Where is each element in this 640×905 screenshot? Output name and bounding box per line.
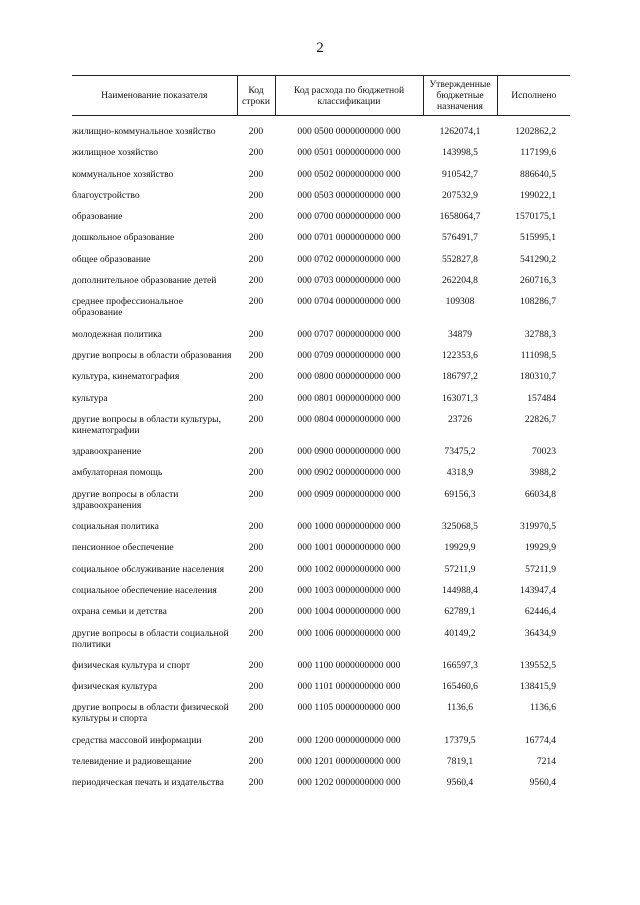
row-approved-amount: 325068,5 [442,521,478,533]
row-approved-amount: 17379,5 [444,734,476,746]
row-executed-amount: 111098,5 [520,349,556,361]
row-executed-amount: 9560,4 [529,777,556,789]
row-line-code: 200 [248,777,264,789]
row-indicator-name: средства массовой информации [72,734,202,746]
row-line-code: 200 [248,189,264,201]
row-line-code: 200 [248,349,264,361]
row-approved-amount: 9560,4 [446,777,474,789]
table-row [72,329,570,350]
row-expense-classification: 000 1100 0000000000 000 [297,659,401,671]
row-indicator-name: культура, кинематография [72,371,180,383]
table-row [72,350,570,371]
row-line-code: 200 [248,563,264,575]
row-indicator-name: другие вопросы в области здравоохранения [72,488,179,511]
row-executed-amount: 515995,1 [520,232,556,244]
row-expense-classification: 000 0709 0000000000 000 [297,349,401,361]
row-executed-amount: 1202862,2 [515,126,556,137]
row-executed-amount: 319970,5 [520,521,556,533]
row-indicator-name: охрана семьи и детства [72,606,167,618]
row-approved-amount: 1658064,7 [439,211,481,223]
row-indicator-name: среднее профессиональное образование [72,296,183,319]
row-indicator-name: другие вопросы в области образования [72,349,232,361]
row-indicator-name: социальная политика [72,521,159,533]
row-expense-classification: 000 0703 0000000000 000 [297,275,401,287]
table-header [72,76,570,116]
row-executed-amount: 139552,5 [520,659,556,671]
row-expense-classification: 000 0704 0000000000 000 [297,296,401,308]
row-approved-amount: 186797,2 [442,371,478,383]
row-executed-amount: 157484 [527,392,556,404]
row-executed-amount: 7214 [536,756,556,768]
row-indicator-name: амбулаторная помощь [72,467,163,479]
table-row [72,296,570,328]
row-expense-classification: 000 0902 0000000000 000 [297,467,401,479]
row-executed-amount: 886640,5 [520,168,556,180]
row-line-code: 200 [248,232,264,244]
row-line-code: 200 [248,659,264,671]
row-executed-amount: 22826,7 [524,413,556,425]
row-approved-amount: 57211,9 [444,563,476,575]
row-line-code: 200 [248,211,264,223]
row-expense-classification: 000 1101 0000000000 000 [297,681,401,693]
row-approved-amount: 1262074,1 [439,126,481,137]
row-indicator-name: пенсионное обеспечение [72,542,174,554]
row-approved-amount: 109308 [445,296,475,308]
table-row [72,147,570,168]
row-line-code: 200 [248,147,264,159]
row-approved-amount: 576491,7 [442,232,478,244]
row-line-code: 200 [248,606,264,618]
row-executed-amount: 138415,9 [520,681,556,693]
row-indicator-name: телевидение и радиовещание [72,756,192,768]
row-approved-amount: 122353,6 [442,349,478,361]
row-indicator-name: дополнительное образование детей [72,275,217,287]
table-row [72,606,570,627]
row-indicator-name: другие вопросы в области культуры, кинематографии [72,413,222,436]
row-expense-classification: 000 1000 0000000000 000 [297,521,401,533]
row-approved-amount: 62789,1 [444,606,476,618]
row-approved-amount: 73475,2 [444,446,476,458]
row-approved-amount: 163071,3 [442,392,478,404]
row-expense-classification: 000 1202 0000000000 000 [297,777,401,789]
table-row [72,126,570,147]
table-row [72,211,570,232]
row-indicator-name: жилищно-коммунальное хозяйство [72,126,216,137]
row-approved-amount: 4318,9 [446,467,474,479]
row-executed-amount: 19929,9 [524,542,556,554]
row-line-code: 200 [248,681,264,693]
table-row [72,735,570,756]
table-row [72,585,570,606]
table-row [72,489,570,521]
row-line-code: 200 [248,446,264,458]
table-row [72,371,570,392]
row-expense-classification: 000 0501 0000000000 000 [297,147,401,159]
row-executed-amount: 108286,7 [520,296,556,308]
row-indicator-name: другие вопросы в области социальной политики [72,627,229,650]
row-line-code: 200 [248,413,264,425]
table-row [72,702,570,734]
row-indicator-name: коммунальное хозяйство [72,168,174,180]
header-line-code: Код строки [237,76,275,116]
table-row [72,275,570,296]
row-indicator-name: благоустройство [72,189,140,201]
row-line-code: 200 [248,488,264,500]
row-executed-amount: 117199,6 [520,147,556,159]
row-line-code: 200 [248,328,264,340]
row-expense-classification: 000 0800 0000000000 000 [297,371,401,383]
row-executed-amount: 1136,6 [529,702,556,714]
row-executed-amount: 1570175,1 [515,211,556,223]
row-line-code: 200 [248,467,264,479]
table-row [72,467,570,488]
row-executed-amount: 62446,4 [524,606,556,618]
row-expense-classification: 000 0801 0000000000 000 [297,392,401,404]
row-expense-classification: 000 1105 0000000000 000 [297,702,401,714]
row-expense-classification: 000 0909 0000000000 000 [297,488,401,500]
table-row [72,393,570,414]
budget-execution-table [72,75,570,799]
row-indicator-name: другие вопросы в области физической культуры и спорта [72,702,229,725]
row-executed-amount: 199022,1 [520,189,556,201]
row-expense-classification: 000 0702 0000000000 000 [297,253,401,265]
row-executed-amount: 3988,2 [529,467,556,479]
row-expense-classification: 000 0701 0000000000 000 [297,232,401,244]
row-line-code: 200 [248,734,264,746]
row-approved-amount: 69156,3 [444,488,476,500]
table-row [72,681,570,702]
row-line-code: 200 [248,126,264,137]
row-approved-amount: 1136,6 [446,702,474,714]
row-indicator-name: молодежная политика [72,328,162,340]
row-expense-classification: 000 1201 0000000000 000 [297,756,401,768]
row-indicator-name: физическая культура [72,681,158,693]
row-indicator-name: общее образование [72,253,151,265]
row-approved-amount: 40149,2 [444,627,476,639]
row-approved-amount: 7819,1 [446,756,474,768]
row-approved-amount: 19929,9 [444,542,476,554]
row-approved-amount: 143998,5 [442,147,478,159]
table-row [72,660,570,681]
table-row [72,190,570,211]
table-body [72,116,570,799]
row-approved-amount: 166597,3 [442,659,478,671]
row-executed-amount: 541290,2 [520,253,556,265]
row-executed-amount: 16774,4 [524,734,556,746]
table-row [72,521,570,542]
header-approved-assignments: Утвержденные бюджетные назначения [423,76,497,116]
row-expense-classification: 000 0700 0000000000 000 [297,211,401,223]
row-approved-amount: 262204,8 [442,275,478,287]
row-expense-classification: 000 0707 0000000000 000 [297,328,401,340]
row-approved-amount: 23726 [448,413,472,425]
table-row [72,254,570,275]
row-expense-classification: 000 1006 0000000000 000 [297,627,401,639]
row-line-code: 200 [248,542,264,554]
row-indicator-name: социальное обеспечение населения [72,584,217,596]
row-line-code: 200 [248,392,264,404]
row-approved-amount: 207532,9 [442,189,478,201]
row-indicator-name: периодическая печать и издательства [72,777,224,789]
row-line-code: 200 [248,756,264,768]
table-row [72,232,570,253]
table-row [72,564,570,585]
row-approved-amount: 910542,7 [442,168,478,180]
row-executed-amount: 260716,3 [520,275,556,287]
row-indicator-name: образование [72,211,123,223]
row-line-code: 200 [248,627,264,639]
table-row [72,756,570,777]
row-expense-classification: 000 0502 0000000000 000 [297,168,401,180]
row-expense-classification: 000 1001 0000000000 000 [297,542,401,554]
row-line-code: 200 [248,521,264,533]
row-line-code: 200 [248,275,264,287]
header-executed: Исполнено [497,76,570,116]
table-row [72,446,570,467]
row-line-code: 200 [248,253,264,265]
row-approved-amount: 144988,4 [442,584,478,596]
row-executed-amount: 66034,8 [524,488,556,500]
row-line-code: 200 [248,168,264,180]
row-indicator-name: дошкольное образование [72,232,175,244]
row-executed-amount: 32788,3 [524,328,556,340]
row-expense-classification: 000 0503 0000000000 000 [297,189,401,201]
table-row [72,777,570,798]
row-expense-classification: 000 0900 0000000000 000 [297,446,401,458]
row-line-code: 200 [248,702,264,714]
row-expense-classification: 000 1002 0000000000 000 [297,563,401,575]
row-executed-amount: 70023 [532,446,556,458]
row-indicator-name: социальное обслуживание населения [72,563,225,575]
row-expense-classification: 000 1200 0000000000 000 [297,734,401,746]
row-line-code: 200 [248,371,264,383]
row-indicator-name: физическая культура и спорт [72,659,191,671]
row-indicator-name: жилищное хозяйство [72,147,159,159]
row-line-code: 200 [248,296,264,308]
row-line-code: 200 [248,584,264,596]
table-row [72,169,570,190]
row-approved-amount: 552827,8 [442,253,478,265]
row-approved-amount: 34879 [448,328,472,340]
header-expense-classification: Код расхода по бюджетной классификации [275,76,423,116]
table-row [72,542,570,563]
row-executed-amount: 180310,7 [520,371,556,383]
table-row [72,628,570,660]
row-executed-amount: 143947,4 [520,584,556,596]
page-number: 2 [316,40,324,56]
row-expense-classification: 000 1004 0000000000 000 [297,606,401,618]
header-indicator-name: Наименование показателя [72,76,237,116]
row-expense-classification: 000 1003 0000000000 000 [297,584,401,596]
table-row [72,414,570,446]
row-indicator-name: здравоохранение [72,446,142,458]
row-executed-amount: 57211,9 [525,563,556,575]
row-executed-amount: 36434,9 [524,627,556,639]
row-expense-classification: 000 0500 0000000000 000 [297,126,401,137]
row-indicator-name: культура [72,392,108,404]
row-expense-classification: 000 0804 0000000000 000 [297,413,401,425]
row-approved-amount: 165460,6 [442,681,478,693]
